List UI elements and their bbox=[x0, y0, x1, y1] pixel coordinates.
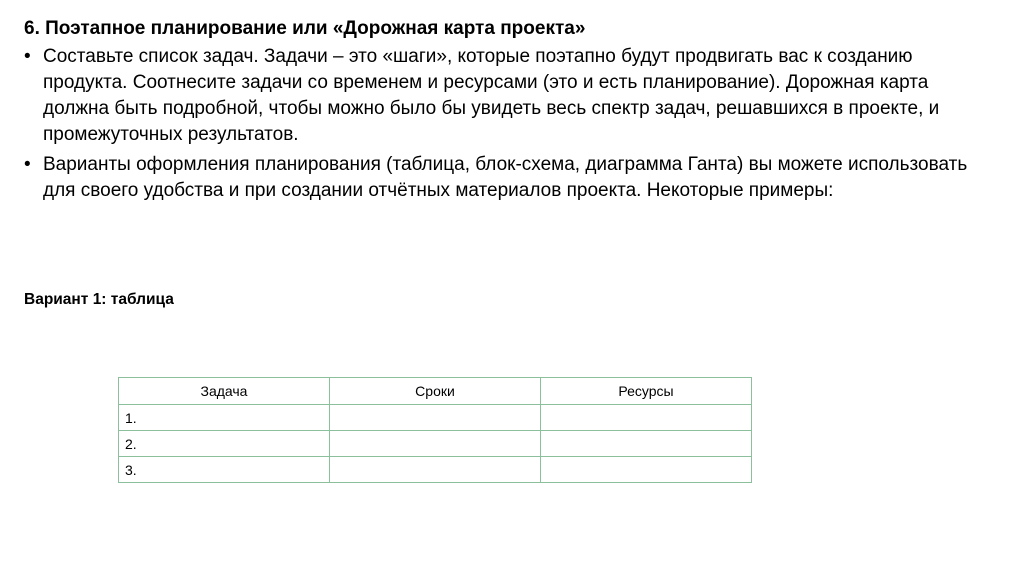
column-header-resources: Ресурсы bbox=[541, 378, 752, 405]
table-row bbox=[119, 405, 752, 431]
bullet-marker: • bbox=[24, 154, 31, 175]
table-cell-resources bbox=[541, 405, 752, 431]
column-header-deadlines: Сроки bbox=[330, 378, 541, 405]
table-cell-deadlines bbox=[330, 405, 541, 431]
bullet-item bbox=[24, 44, 984, 148]
table-row bbox=[119, 457, 752, 483]
table-cell-task: 3. bbox=[119, 457, 330, 483]
table-cell-resources bbox=[541, 457, 752, 483]
bullet-text: Варианты оформления планирования (таблица, блок-схема, диаграмма Ганта) вы можете использовать для своего удобства и при создании отчётных материалов проекта. Некоторые примеры: bbox=[43, 154, 968, 201]
table-cell-task: 1. bbox=[119, 405, 330, 431]
table-cell-deadlines bbox=[330, 457, 541, 483]
variant-label: Вариант 1: таблица bbox=[24, 291, 174, 308]
plan-table bbox=[118, 377, 752, 483]
table-cell-resources bbox=[541, 431, 752, 457]
table-header-row bbox=[119, 378, 752, 405]
column-header-task: Задача bbox=[119, 378, 330, 405]
slide-title: 6. Поэтапное планирование или «Дорожная карта проекта» bbox=[24, 18, 586, 39]
bullet-list bbox=[24, 44, 984, 208]
bullet-item bbox=[24, 152, 984, 204]
bullet-marker: • bbox=[24, 46, 31, 67]
bullet-text: Составьте список задач. Задачи – это «шаги», которые поэтапно будут продвигать вас к созданию продукта. Соотнесите задачи со временем и ресурсами (это и есть планирование). Дорожная карта должна быть подробной, чтобы можно было бы увидеть весь спектр задач, решавшихся в проекте, и промежуточных результатов. bbox=[43, 46, 940, 145]
table-cell-task: 2. bbox=[119, 431, 330, 457]
table-cell-deadlines bbox=[330, 431, 541, 457]
table-row bbox=[119, 431, 752, 457]
